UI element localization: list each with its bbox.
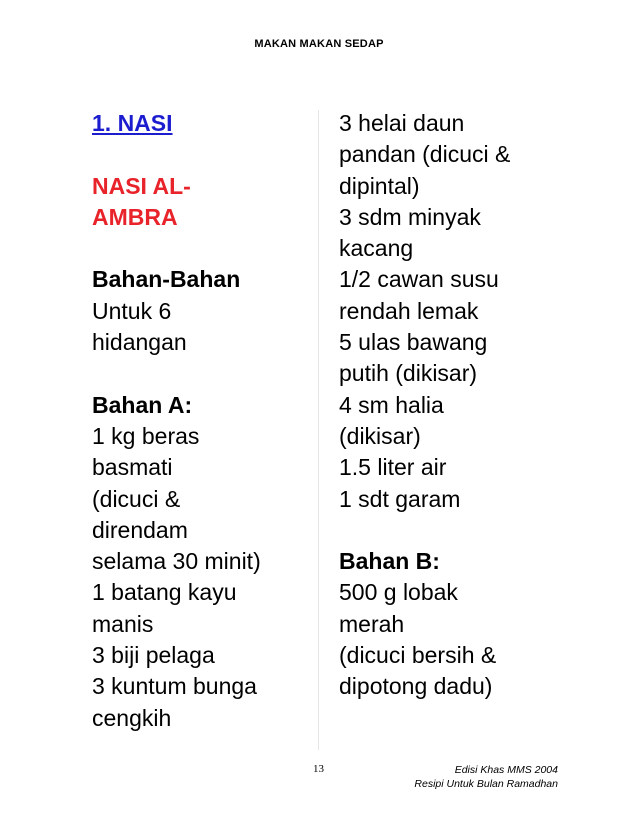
ingredient-line: 3 kuntum bunga: [92, 673, 257, 700]
bahan-a-heading: Bahan A:: [92, 391, 193, 418]
ingredient-line: 1 batang kayu: [92, 579, 237, 606]
ingredient-line: manis: [92, 610, 154, 637]
ingredient-line: 1.5 liter air: [339, 454, 447, 481]
serves-line-2: hidangan: [92, 329, 187, 356]
spacer: [92, 139, 307, 170]
serves-line-1: Untuk 6: [92, 297, 172, 324]
ingredient-line: 1/2 cawan susu: [339, 266, 499, 293]
column-divider: [318, 110, 319, 750]
page-header: MAKAN MAKAN SEDAP: [254, 38, 384, 50]
bahan-b-heading: Bahan B:: [339, 548, 440, 575]
footer-subtitle: Resipi Untuk Bulan Ramadhan: [414, 778, 558, 790]
ingredient-line: 3 sdm minyak: [339, 203, 481, 230]
ingredient-line: 1 kg beras: [92, 422, 200, 449]
spacer: [92, 358, 307, 389]
ingredient-line: 4 sm halia: [339, 391, 444, 418]
ingredient-line: (dicuci &: [92, 485, 181, 512]
spacer: [339, 515, 579, 546]
recipe-name-line-2: AMBRA: [92, 203, 178, 230]
recipe-name-line-1: NASI AL-: [92, 172, 191, 199]
left-column: [92, 108, 307, 734]
ingredient-line: putih (dikisar): [339, 360, 478, 387]
footer-credit: [414, 763, 558, 791]
ingredient-line: merah: [339, 610, 405, 637]
ingredient-line: rendah lemak: [339, 297, 479, 324]
ingredient-line: direndam: [92, 516, 188, 543]
spacer: [92, 233, 307, 264]
bahan-heading: Bahan-Bahan: [92, 266, 241, 293]
right-column: [339, 108, 579, 703]
ingredient-line: 5 ulas bawang: [339, 329, 488, 356]
ingredient-line: dipotong dadu): [339, 673, 493, 700]
ingredient-line: dipintal): [339, 172, 420, 199]
ingredient-line: cengkih: [92, 704, 172, 731]
ingredient-line: (dikisar): [339, 422, 421, 449]
ingredient-line: 3 biji pelaga: [92, 642, 215, 669]
ingredient-line: pandan (dicuci &: [339, 141, 511, 168]
section-link[interactable]: 1. NASI: [92, 110, 173, 136]
footer-edition: Edisi Khas MMS 2004: [454, 764, 558, 776]
page-number: 13: [313, 763, 324, 775]
ingredient-line: basmati: [92, 454, 173, 481]
ingredient-line: 500 g lobak: [339, 579, 458, 606]
ingredient-line: 1 sdt garam: [339, 485, 461, 512]
ingredient-line: (dicuci bersih &: [339, 642, 497, 669]
ingredient-line: 3 helai daun: [339, 110, 465, 136]
ingredient-line: selama 30 minit): [92, 548, 261, 575]
ingredient-line: kacang: [339, 235, 414, 262]
